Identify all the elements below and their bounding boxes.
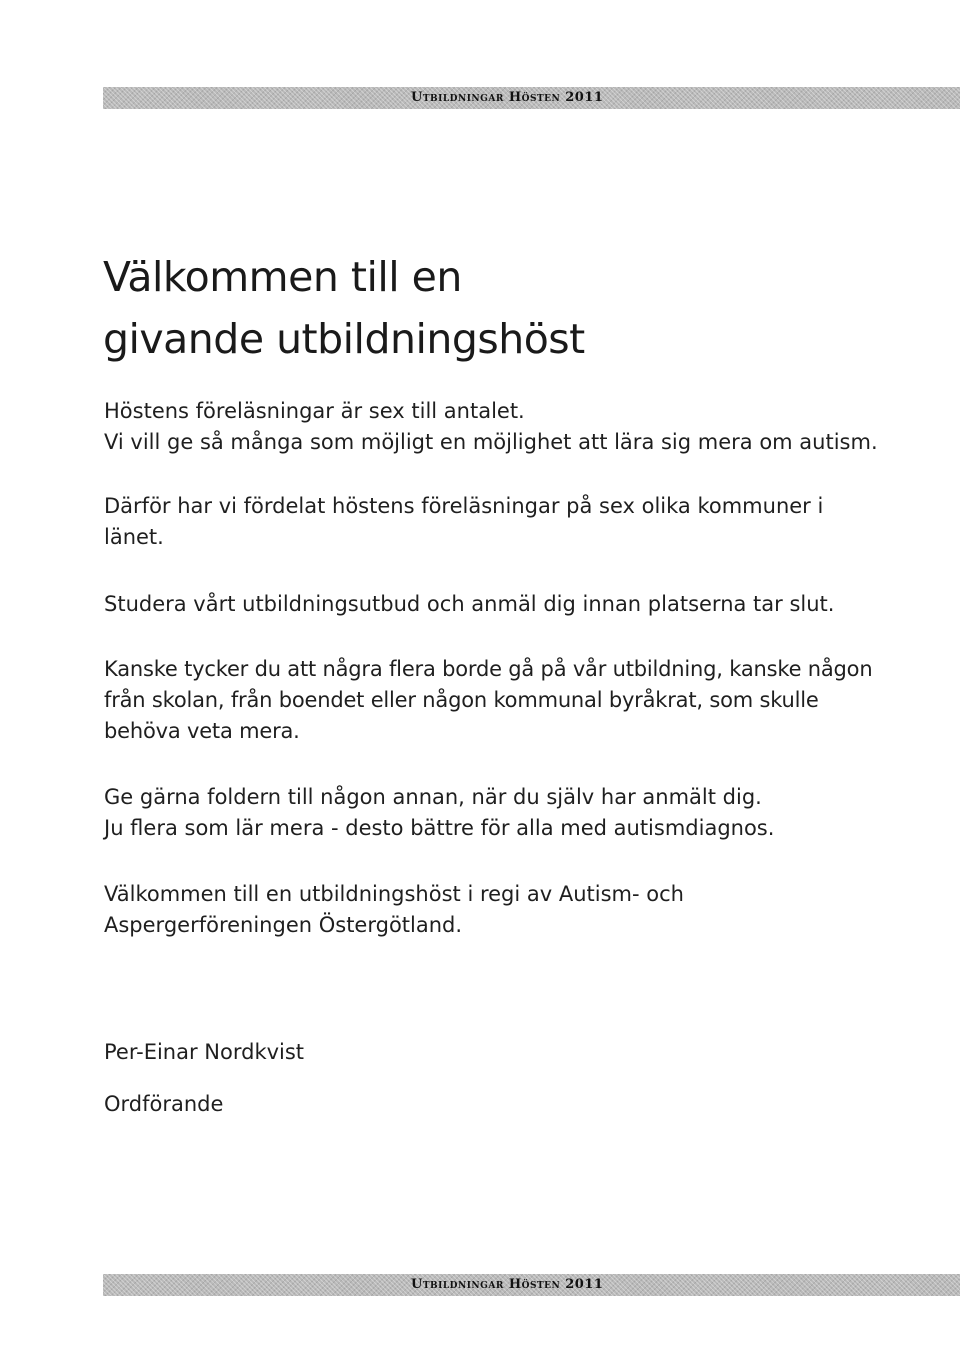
- paragraph-line: från skolan, från boendet eller någon kommunal byråkrat, som skulle: [104, 688, 819, 712]
- paragraph-line: Kanske tycker du att några flera borde gå på vår utbildning, kanske någon: [104, 657, 873, 681]
- paragraph-municipalities: [104, 491, 904, 553]
- page-title-line-1: Välkommen till en: [103, 253, 462, 301]
- page-title: [103, 246, 585, 370]
- paragraph-invite-others: [104, 654, 904, 747]
- paragraph-line: Studera vårt utbildningsutbud och anmäl dig innan platserna tar slut.: [104, 592, 835, 616]
- paragraph-line: Därför har vi fördelat höstens föreläsningar på sex olika kommuner i: [104, 494, 824, 518]
- paragraph-line: Vi vill ge så många som möjligt en möjlighet att lära sig mera om autism.: [104, 430, 878, 454]
- paragraph-share-folder: [104, 782, 904, 844]
- paragraph-welcome: [104, 879, 904, 941]
- footer-band: [103, 1274, 960, 1296]
- signature-name: Per-Einar Nordkvist: [104, 1040, 305, 1064]
- paragraph-line: behöva veta mera.: [104, 719, 300, 743]
- paragraph-register: [104, 589, 904, 620]
- paragraph-line: Höstens föreläsningar är sex till antalet.: [104, 399, 525, 423]
- page-title-line-2: givande utbildningshöst: [103, 315, 585, 363]
- paragraph-intro: [104, 396, 904, 458]
- paragraph-line: Ju flera som lär mera - desto bättre för alla med autismdiagnos.: [104, 816, 775, 840]
- signature-role: Ordförande: [104, 1092, 224, 1116]
- header-band-label: Utbildningar Hösten 2011: [411, 90, 604, 105]
- paragraph-line: länet.: [104, 525, 164, 549]
- header-band: [103, 87, 960, 109]
- paragraph-line: Ge gärna foldern till någon annan, när du själv har anmält dig.: [104, 785, 762, 809]
- footer-band-label: Utbildningar Hösten 2011: [411, 1277, 604, 1292]
- paragraph-line: Aspergerföreningen Östergötland.: [104, 913, 463, 937]
- paragraph-line: Välkommen till en utbildningshöst i regi av Autism- och: [104, 882, 684, 906]
